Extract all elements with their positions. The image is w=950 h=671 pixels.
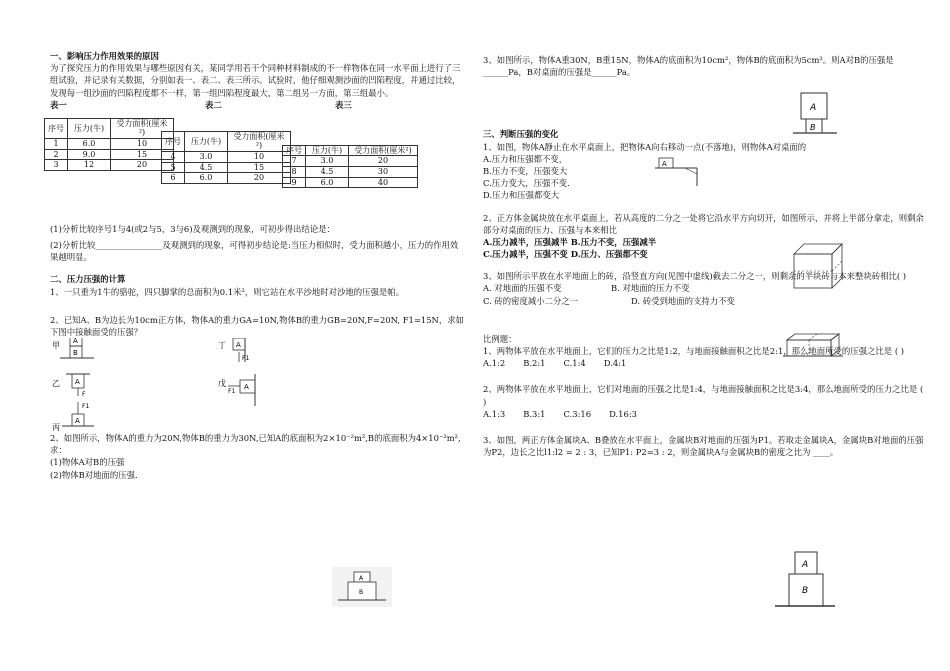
table-header-row xyxy=(162,131,291,151)
option: C.压力减半，压强不变 D.压力、压强都不变 xyxy=(483,249,648,260)
figure-brick xyxy=(783,332,843,362)
table-cell: 20 xyxy=(349,156,418,167)
table-row xyxy=(162,151,291,162)
option: A.1:3 xyxy=(483,408,506,419)
table-row xyxy=(45,149,174,160)
section-4-title: 比例题： xyxy=(483,333,517,344)
option: D.16:3 xyxy=(609,408,637,419)
figure-cube-cut xyxy=(790,242,846,292)
section-3-title: 三、判断压强的变化 xyxy=(483,129,559,140)
section-1-intro: 为了探究压力的作用效果与哪些原因有关，某同学用若干个同种材料制成的不一样物体在同一水平面上进行了三组试验，并记录有关数据，分别如表一、表二、表三所示。试验时，他仔细观测沙面的凹陷程度，并通过比较，发现每一组沙面的凹陷程度都不一样，第一组凹陷程度最大，第二组另一方面，第三组最小。 xyxy=(50,63,461,98)
cube-a-label: A xyxy=(802,560,809,570)
table-cell: 4 xyxy=(162,151,185,162)
figure-a-on-b xyxy=(793,90,837,138)
table-row xyxy=(45,160,174,171)
stacked-blocks-figure xyxy=(332,567,392,607)
table-cell: 10 xyxy=(228,151,291,162)
col-header: 受力面积(厘米²) xyxy=(349,145,418,156)
option: B.压力不变，压强变大 xyxy=(483,165,568,176)
block-a-label: A xyxy=(244,383,249,392)
option: D. 砖受到地面的支持力不变 xyxy=(631,295,735,306)
fig-label-jia: 甲 xyxy=(52,341,60,351)
table-cell: 4.5 xyxy=(185,162,228,173)
table-row xyxy=(45,138,174,149)
table-cell: 6.0 xyxy=(68,138,111,149)
block-a-label: A xyxy=(662,160,667,168)
col-header: 序号 xyxy=(45,118,68,138)
question-3-3: 3、如图所示平放在水平地面上的砖，沿竖直方向(见图中虚线)截去二分之一，则剩余的半块砖与本来整块砖相比( ) xyxy=(483,271,907,282)
option: A. 对地面的压强不变 xyxy=(483,283,562,294)
tables-area xyxy=(50,113,465,205)
table-cell: 10 xyxy=(111,138,174,149)
data-table-1 xyxy=(44,118,174,171)
question-3-1: 1、如图，物体A静止在水平桌面上，把物体A向右移动一点(不落地)，则物体A对桌面的 xyxy=(483,141,807,152)
question-2-3-a: (1)物体A对B的压强 xyxy=(50,457,125,468)
right-column xyxy=(483,54,928,458)
table-1-label: 表一 xyxy=(50,99,67,110)
option: A.1:2 xyxy=(483,358,506,369)
force-label: F1 xyxy=(242,355,250,363)
question-1-1: (1)分析比较序号1与4(或2与5，3与6)及观测到的现象，可初步得出结论是： xyxy=(50,223,335,234)
table-hatch xyxy=(685,168,697,174)
table-cell: 3.0 xyxy=(306,156,349,167)
table-cell: 3.0 xyxy=(185,151,228,162)
option: B. 对地面的压力不变 xyxy=(611,283,690,294)
block-a-label: A xyxy=(73,338,78,346)
table-cell: 15 xyxy=(111,149,174,160)
table-2-label: 表二 xyxy=(205,99,222,110)
fig-label-bing: 丙 xyxy=(52,423,60,433)
block-a-label: A xyxy=(359,575,364,582)
table-row xyxy=(283,177,418,188)
table-cell: 3 xyxy=(45,160,68,171)
table-cell: 40 xyxy=(349,177,418,188)
table-header-row xyxy=(45,118,174,138)
cut-line xyxy=(809,334,817,340)
force-label: F1 xyxy=(82,403,90,411)
block-a-label: A xyxy=(236,341,241,350)
table-cell: 8 xyxy=(283,166,306,177)
col-header: 压力(牛) xyxy=(68,118,111,138)
cube-top xyxy=(794,244,842,254)
figure-block-on-table xyxy=(655,156,705,188)
options-row xyxy=(483,408,928,420)
options-row xyxy=(483,295,928,307)
option: C.1:4 xyxy=(563,358,586,369)
option: A.压力和压强都不变， xyxy=(483,153,568,164)
option: B.2:1 xyxy=(523,358,546,369)
question-4-3: 3、如图，两正方体金属块A、B叠放在水平面上，金属块B对地面的压强为P1。若取走金属块A，金属块B对地面的压强为P2，边长之比l1:l2 = 2 : 3，已知P1: P2=3 : 2，则金属块A与金属块B的密度之比为 ____。 xyxy=(483,434,924,458)
question-4-2: 2、两物体平放在水平地面上，它们对地面的压强之比是1:4，与地面接触面积之比是3:4，那么地面所受的压力之比是 ( ) xyxy=(483,384,924,407)
cube-b-label: B xyxy=(802,586,809,596)
data-table-3 xyxy=(282,145,418,188)
option: B.3:1 xyxy=(523,408,546,419)
cut-line xyxy=(832,261,842,271)
table-cell: 4.5 xyxy=(306,166,349,177)
figure-cubes-ab xyxy=(773,548,837,610)
table-header-row xyxy=(283,145,418,156)
option: A.压力减半，压强减半 B.压力不变，压强减半 xyxy=(483,236,657,247)
option: D.4:1 xyxy=(603,358,627,369)
table-cell: 6 xyxy=(162,173,185,184)
question-2-3: 2、如图所示，物体A的重力为20N,物体B的重力为30N,已知A的底面积为2×10⁻²m²,B的底面积为4×10⁻²m²,求： xyxy=(50,433,461,456)
table-row xyxy=(162,162,291,173)
question-3-2: 2、正方体金属块放在水平桌面上，若从高度的二分之一处将它沿水平方向切开，如图所示，并将上半部分拿走，则剩余部分对桌面的压力、压强与本来相比 xyxy=(483,212,924,235)
options-row xyxy=(483,357,928,369)
option: C. 砖的密度减小二分之一 xyxy=(483,295,579,306)
question-1-3: 3、如图所示，物体A重30N，B重15N，物体A的底面积为10cm²，物体B的底面积为5cm²。则A对B的压强是______Pa，B对桌面的压强是______Pa。 xyxy=(483,55,894,78)
block-b-label: B xyxy=(359,589,364,596)
fig-label-yi: 乙 xyxy=(52,379,60,389)
table-row xyxy=(162,173,291,184)
table-cell: 20 xyxy=(228,173,291,184)
question-2-3-b: (2)物体B对地面的压强. xyxy=(50,469,138,480)
question-4-1: 1、两物体平放在水平地面上，它们的压力之比是1:2，与地面接触面积之比是2:1，那么地面所受的压强之比是 ( ) xyxy=(483,346,905,356)
options-row xyxy=(483,282,928,294)
option: C.压力变大，压强不变. xyxy=(483,178,570,189)
col-header: 压力(牛) xyxy=(185,131,228,151)
table-cell: 9.0 xyxy=(68,149,111,160)
table-row xyxy=(283,166,418,177)
brick-side xyxy=(831,334,839,356)
block-a-label: A xyxy=(75,378,80,387)
block-b-label: B xyxy=(73,349,78,358)
question-1-2: (2)分析比较________________及观测到的现象，可得初步结论是:当压力相似时，受力面积越小，压力的作用效果越明显。 xyxy=(50,239,459,263)
col-header: 序号 xyxy=(162,131,185,151)
table-cell: 15 xyxy=(228,162,291,173)
table-cell: 20 xyxy=(111,160,174,171)
left-column xyxy=(50,50,465,481)
fig-label-ding: 丁 xyxy=(218,341,226,351)
option: C.3:16 xyxy=(563,408,592,419)
table-cell: 7 xyxy=(283,156,306,167)
table-cell: 6.0 xyxy=(306,177,349,188)
question-2-1: 1、一只重为1牛的骆驼，四只脚掌的总面积为0.1米²，则它站在水平沙地时对沙地的压强是帕。 xyxy=(50,286,404,297)
force-diagrams-figure xyxy=(50,338,465,432)
table-3-label: 表三 xyxy=(335,99,352,110)
table-cell: 5 xyxy=(162,162,185,173)
table-cell: 6.0 xyxy=(185,173,228,184)
section-2-title: 二、压力压强的计算 xyxy=(50,274,126,285)
force-diagrams xyxy=(50,338,465,432)
block-a-label: A xyxy=(75,417,80,426)
block-b-label: B xyxy=(810,123,816,132)
table-row xyxy=(283,156,418,167)
force-label: F1 xyxy=(228,388,236,396)
col-header: 受力面积(厘米²) xyxy=(228,131,291,151)
fig-label-wu: 戊 xyxy=(218,379,226,389)
cube-side xyxy=(832,244,842,288)
col-header: 受力面积(厘米²) xyxy=(111,118,174,138)
col-header: 序号 xyxy=(283,145,306,156)
table-labels xyxy=(50,99,465,113)
table-cell: 2 xyxy=(45,149,68,160)
force-label: F xyxy=(82,391,86,399)
table-cell: 30 xyxy=(349,166,418,177)
section-1-title: 一、影响压力作用效果的原因 xyxy=(50,51,159,61)
option: D.压力和压强都变大 xyxy=(483,190,560,201)
table-cell: 1 xyxy=(45,138,68,149)
table-cell: 12 xyxy=(68,160,111,171)
table-cell: 9 xyxy=(283,177,306,188)
block-a-label: A xyxy=(810,103,817,113)
question-2-2: 2、已知A、B为边长为10cm正方体，物体A的重力GA=10N,物体B的重力GB=20N,F=20N, F1=15N，求如下图中接触面受的压强？ xyxy=(50,314,464,337)
col-header: 压力(牛) xyxy=(306,145,349,156)
data-table-2 xyxy=(161,131,291,184)
